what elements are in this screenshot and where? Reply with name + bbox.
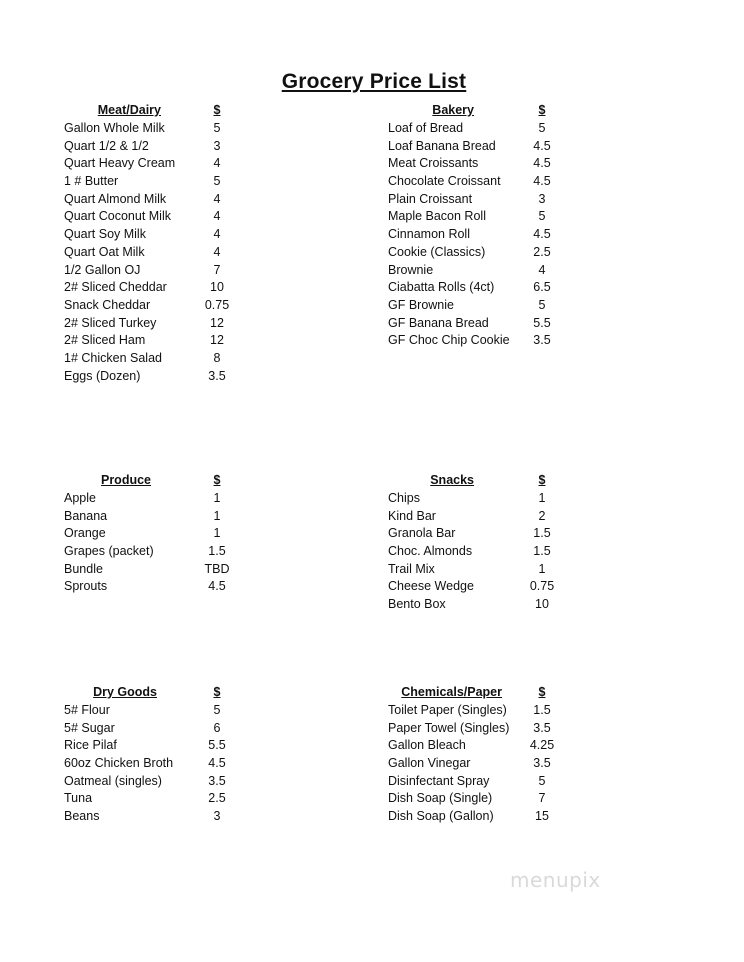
section-bakery (388, 103, 551, 351)
item-name: Loaf Banana Bread (388, 138, 496, 153)
item-list (64, 121, 230, 386)
item-name: Quart Oat Milk (64, 244, 145, 259)
item-price: 3 (213, 138, 221, 153)
item-name: Oatmeal (singles) (64, 773, 162, 788)
list-item (64, 156, 221, 174)
item-name: Granola Bar (388, 526, 456, 541)
item-name: 1# Chicken Salad (64, 350, 162, 365)
list-item (388, 561, 546, 580)
item-name: Plain Croissant (388, 191, 473, 206)
item-name: Apple (64, 491, 96, 505)
price-column-header: $ (538, 685, 546, 699)
item-price: 4 (213, 244, 221, 259)
section-header (388, 685, 546, 703)
item-name: 2# Sliced Cheddar (64, 280, 167, 295)
watermark-logo: menupix (510, 868, 601, 892)
list-item (388, 809, 549, 827)
item-price: 3.5 (533, 720, 551, 735)
item-price: 5.5 (533, 315, 551, 330)
item-price: 5 (213, 121, 221, 135)
section-header (388, 473, 546, 491)
item-name: Cookie (Classics) (388, 244, 486, 259)
section-header (64, 685, 221, 703)
item-price: 5 (538, 773, 546, 788)
list-item (388, 703, 551, 721)
list-item (64, 174, 221, 192)
item-name: Bento Box (388, 597, 446, 612)
item-price: 7 (538, 791, 546, 806)
section-chemicals-paper (388, 685, 555, 827)
item-price: 4.5 (533, 156, 551, 171)
list-item (388, 191, 546, 210)
item-price: 5.5 (208, 738, 226, 753)
item-name: Gallon Bleach (388, 738, 466, 753)
item-name: Kind Bar (388, 508, 436, 523)
list-item (64, 227, 221, 245)
item-price: TBD (204, 561, 230, 576)
item-name: Paper Towel (Singles) (388, 720, 510, 735)
item-price: 1 (538, 561, 546, 576)
item-name: Quart Soy Milk (64, 227, 146, 242)
list-item (64, 561, 230, 580)
list-item (388, 280, 551, 298)
item-name: Orange (64, 526, 106, 541)
item-name: 5# Flour (64, 703, 110, 717)
item-price: 0.75 (204, 297, 230, 312)
list-item (388, 297, 546, 316)
list-item (64, 791, 226, 809)
item-price: 5 (213, 703, 221, 717)
section-header (388, 103, 546, 121)
list-item (388, 121, 546, 139)
list-item (388, 508, 546, 527)
list-item (64, 191, 221, 210)
item-list (64, 703, 226, 827)
list-item (64, 121, 221, 139)
list-item (64, 756, 226, 774)
item-price: 4 (213, 191, 221, 206)
section-heading: Snacks (430, 473, 474, 487)
item-price: 4 (213, 209, 221, 224)
list-item (64, 209, 221, 227)
item-price: 1 (213, 508, 221, 523)
item-price: 5 (538, 297, 546, 312)
item-name: 2# Sliced Turkey (64, 315, 157, 330)
list-item (388, 227, 551, 245)
item-price: 6.5 (533, 280, 551, 295)
item-name: 5# Sugar (64, 720, 115, 735)
section-snacks (388, 473, 555, 615)
item-name: Disinfectant Spray (388, 773, 490, 788)
item-price: 3.5 (208, 368, 226, 383)
item-name: Snack Cheddar (64, 297, 151, 312)
list-item (64, 297, 230, 316)
list-item (64, 280, 224, 298)
item-price: 5 (538, 121, 546, 135)
item-name: Brownie (388, 262, 434, 277)
item-name: Grapes (packet) (64, 544, 154, 559)
item-price: 0.75 (529, 579, 555, 594)
item-name: Chips (388, 491, 420, 505)
list-item (64, 262, 221, 281)
item-name: GF Brownie (388, 297, 454, 312)
item-name: 1/2 Gallon OJ (64, 262, 141, 277)
section-dry-goods (64, 685, 226, 827)
list-item (64, 368, 226, 387)
item-price: 3.5 (208, 773, 226, 788)
list-item (388, 526, 551, 544)
list-item (388, 579, 555, 597)
section-heading: Bakery (432, 103, 474, 117)
section-heading: Dry Goods (93, 685, 157, 699)
list-item (388, 491, 546, 509)
list-item (388, 720, 551, 739)
list-item (388, 244, 551, 263)
list-item (64, 703, 221, 721)
price-column-header: $ (538, 473, 546, 487)
item-name: Trail Mix (388, 561, 435, 576)
item-name: Quart Heavy Cream (64, 156, 176, 171)
list-item (388, 209, 546, 227)
list-item (388, 333, 551, 351)
item-price: 15 (535, 809, 549, 824)
item-price: 8 (213, 350, 221, 365)
list-item (64, 720, 221, 739)
section-meat-dairy (64, 103, 230, 386)
list-item (64, 138, 221, 157)
item-list (388, 491, 555, 615)
item-name: Bundle (64, 561, 103, 576)
item-name: Beans (64, 809, 100, 824)
price-column-header: $ (213, 103, 221, 117)
item-price: 4 (213, 227, 221, 242)
list-item (64, 244, 221, 263)
item-price: 6 (213, 720, 221, 735)
page-title: Grocery Price List (281, 70, 467, 93)
item-price: 7 (213, 262, 221, 277)
item-list (388, 121, 551, 351)
item-price: 1.5 (533, 544, 551, 559)
list-item (64, 315, 224, 334)
item-list (388, 703, 555, 827)
item-name: Meat Croissants (388, 156, 479, 171)
item-name: Quart Coconut Milk (64, 209, 171, 224)
item-price: 1 (213, 526, 221, 541)
list-item (388, 773, 546, 792)
list-item (388, 156, 551, 174)
list-item (388, 791, 546, 809)
item-name: 2# Sliced Ham (64, 333, 146, 348)
item-price: 4.5 (533, 227, 551, 242)
item-name: Sprouts (64, 579, 108, 594)
item-price: 5 (538, 209, 546, 224)
item-name: Loaf of Bread (388, 121, 464, 135)
item-price: 4.25 (529, 738, 555, 753)
section-produce (64, 473, 230, 597)
list-item (388, 315, 551, 334)
item-name: Dish Soap (Single) (388, 791, 493, 806)
item-price: 1.5 (533, 703, 551, 717)
list-item (64, 738, 226, 756)
item-name: 60oz Chicken Broth (64, 756, 174, 771)
item-name: GF Banana Bread (388, 315, 489, 330)
item-price: 2.5 (208, 791, 226, 806)
list-item (64, 491, 221, 509)
item-price: 4 (213, 156, 221, 171)
list-item (388, 738, 555, 756)
list-item (64, 526, 221, 544)
item-price: 12 (210, 315, 224, 330)
item-name: Maple Bacon Roll (388, 209, 486, 224)
list-item (64, 333, 224, 351)
item-name: Eggs (Dozen) (64, 368, 141, 383)
item-name: Chocolate Croissant (388, 174, 501, 189)
list-item (388, 544, 551, 562)
item-name: GF Choc Chip Cookie (388, 333, 510, 348)
list-item (388, 597, 549, 615)
list-item (64, 773, 226, 792)
item-price: 1.5 (208, 544, 226, 559)
item-price: 4 (538, 262, 546, 277)
item-name: Gallon Whole Milk (64, 121, 165, 135)
item-price: 4.5 (533, 138, 551, 153)
item-name: Quart Almond Milk (64, 191, 167, 206)
item-price: 2 (538, 508, 546, 523)
section-heading: Meat/Dairy (97, 103, 161, 117)
list-item (388, 756, 551, 774)
item-price: 3.5 (533, 756, 551, 771)
item-price: 4.5 (208, 756, 226, 771)
price-column-header: $ (538, 103, 546, 117)
item-price: 1 (213, 491, 221, 505)
item-name: Cinnamon Roll (388, 227, 470, 242)
item-name: Quart 1/2 & 1/2 (64, 138, 149, 153)
item-price: 4.5 (533, 174, 551, 189)
section-header (64, 103, 221, 121)
item-price: 12 (210, 333, 224, 348)
list-item (388, 174, 551, 192)
item-price: 10 (535, 597, 549, 612)
price-column-header: $ (213, 685, 221, 699)
item-name: Dish Soap (Gallon) (388, 809, 494, 824)
item-price: 3 (213, 809, 221, 824)
list-item (64, 809, 221, 827)
item-name: Rice Pilaf (64, 738, 117, 753)
section-heading: Chemicals/Paper (401, 685, 502, 699)
item-name: Tuna (64, 791, 93, 806)
price-column-header: $ (213, 473, 221, 487)
item-list (64, 491, 230, 597)
item-price: 5 (213, 174, 221, 189)
list-item (388, 262, 546, 281)
item-name: Cheese Wedge (388, 579, 474, 594)
item-price: 1 (538, 491, 546, 505)
item-price: 1.5 (533, 526, 551, 541)
item-name: 1 # Butter (64, 174, 119, 189)
list-item (64, 508, 221, 527)
item-price: 4.5 (208, 579, 226, 594)
item-name: Ciabatta Rolls (4ct) (388, 280, 495, 295)
list-item (64, 544, 226, 562)
item-name: Choc. Almonds (388, 544, 473, 559)
section-heading: Produce (100, 473, 151, 487)
item-price: 2.5 (533, 244, 551, 259)
item-name: Toilet Paper (Singles) (388, 703, 507, 717)
list-item (64, 350, 221, 369)
list-item (64, 579, 226, 597)
item-price: 3 (538, 191, 546, 206)
item-price: 10 (210, 280, 224, 295)
item-price: 3.5 (533, 333, 551, 348)
item-name: Banana (64, 508, 108, 523)
section-header (64, 473, 221, 491)
list-item (388, 138, 551, 157)
item-name: Gallon Vinegar (388, 756, 471, 771)
